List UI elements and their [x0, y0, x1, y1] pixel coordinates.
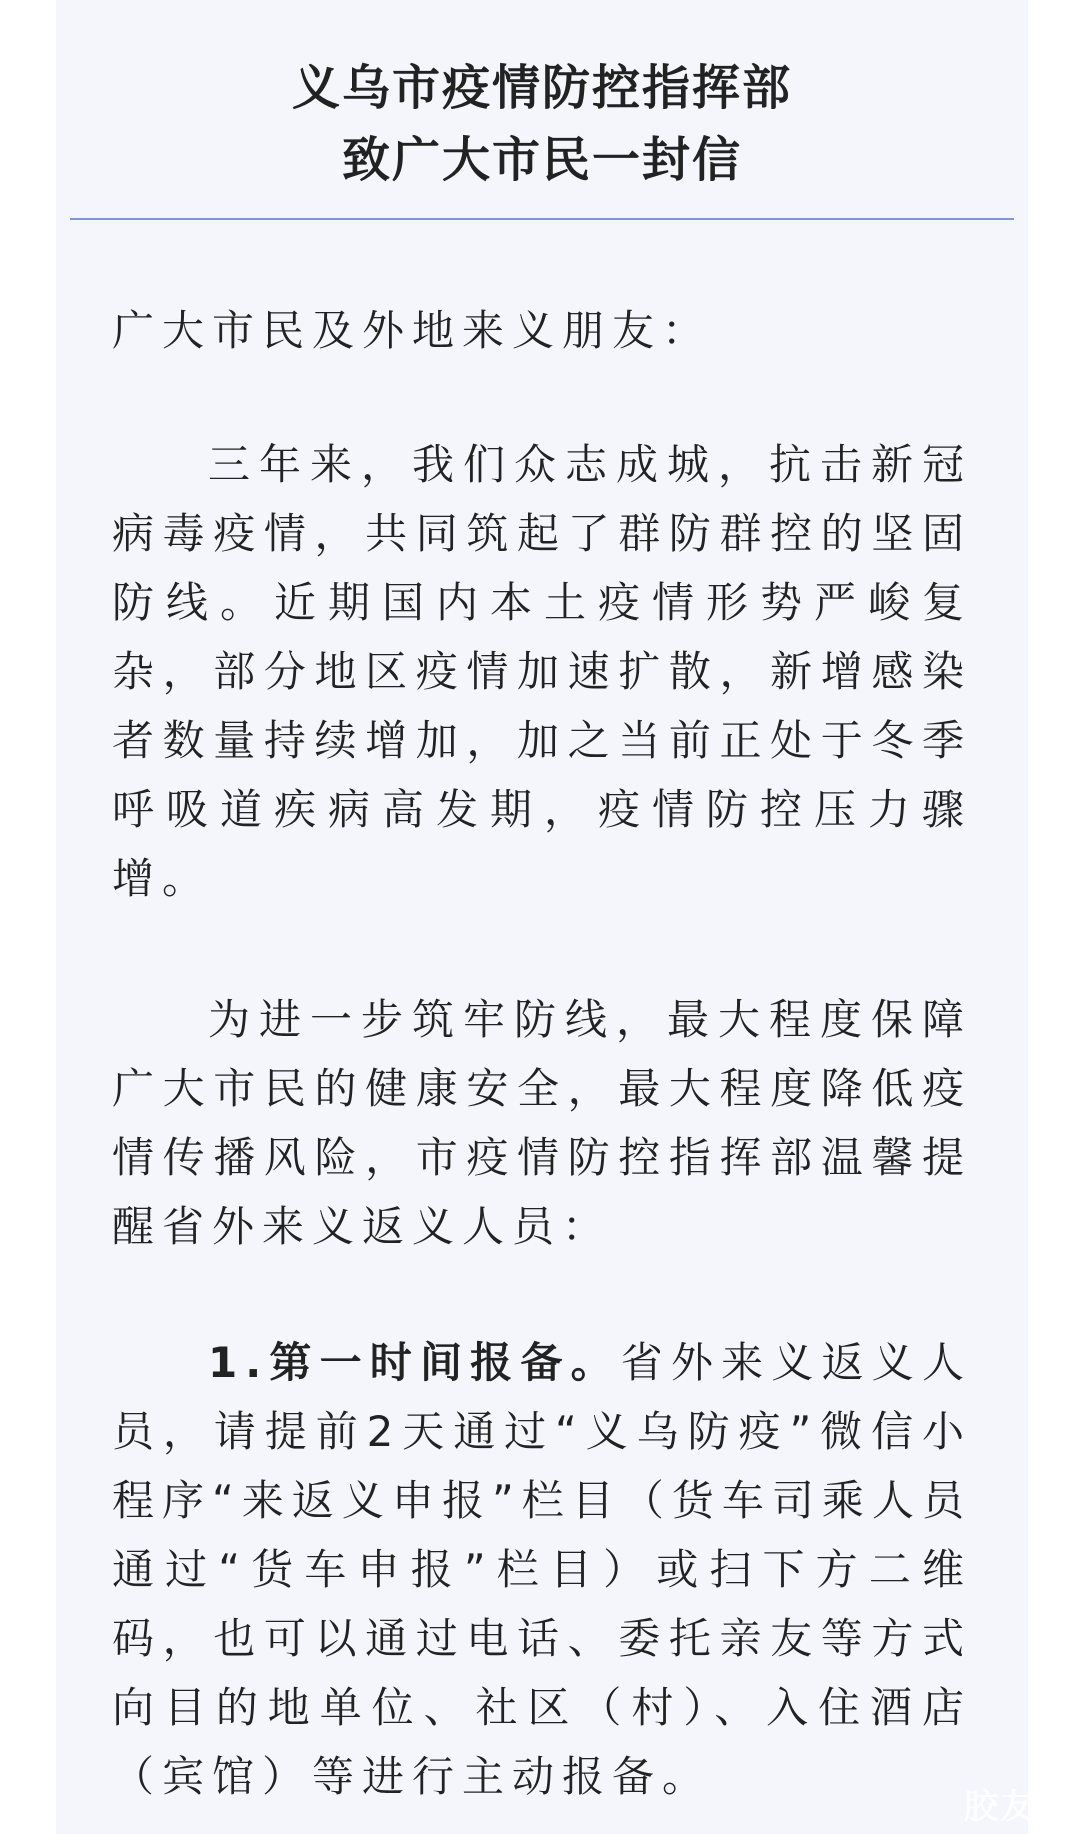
paragraph-1: 三年来，我们众志成城，抗击新冠病毒疫情，共同筑起了群防群控的坚固防线。近期国内本土疫情形势严峻复杂，部分地区疫情加速扩散，新增感染者数量持续增加，加之当前正处于冬季呼吸道疾病高发期，疫情防控压力骤增。 [112, 440, 972, 903]
list-item-1-heading: 1.第一时间报备。 [208, 1338, 621, 1387]
title-divider [70, 218, 1014, 220]
salutation: 广大市民及外地来义朋友： [112, 306, 713, 355]
list-item-1 [112, 1328, 972, 1811]
letter-paper [56, 0, 1028, 1834]
paragraph-2: 为进一步筑牢防线，最大程度保障广大市民的健康安全，最大程度降低疫情传播风险，市疫情防控指挥部温馨提醒省外来义返义人员： [112, 995, 972, 1251]
letter-title-line2: 致广大市民一封信 [341, 132, 742, 188]
watermark: 胶友 [964, 1787, 1036, 1827]
letter-title-line1: 义乌市疫情防控指挥部 [291, 60, 792, 116]
list-item-1-body: 省外来义返义人员，请提前2天通过“义乌防疫”微信小程序“来返义申报”栏目（货车司乘人员通过“货车申报”栏目）或扫下方二维码，也可以通过电话、委托亲友等方式向目的地单位、社区（村）、入住酒店（宾馆）等进行主动报备。 [112, 1338, 972, 1801]
